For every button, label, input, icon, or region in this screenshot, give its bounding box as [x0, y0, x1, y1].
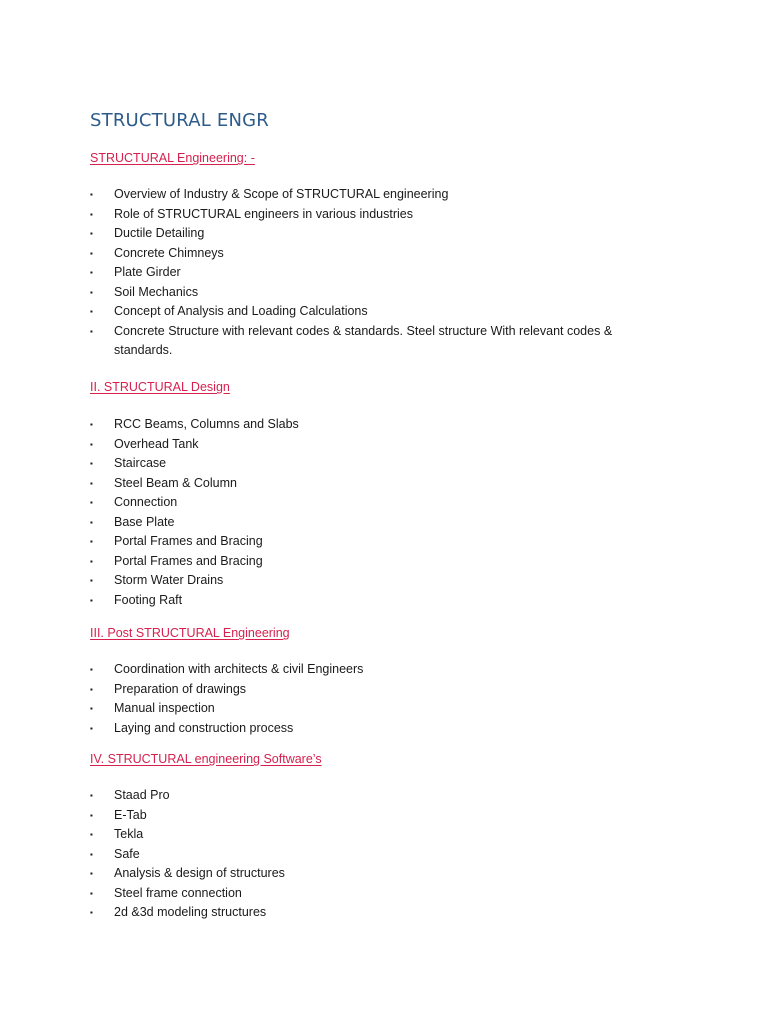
- square-bullet-icon: ▪: [90, 209, 93, 219]
- square-bullet-icon: ▪: [90, 684, 93, 694]
- square-bullet-icon: ▪: [90, 248, 93, 258]
- square-bullet-icon: ▪: [90, 190, 93, 199]
- square-bullet-icon: ▪: [90, 704, 93, 713]
- list-item: ▪ Base Plate: [90, 513, 650, 533]
- square-bullet-icon: ▪: [90, 537, 93, 546]
- list-item: ▪ Ductile Detailing: [90, 224, 650, 244]
- list-item: ▪ Role of STRUCTURAL engineers in various industries: [90, 205, 650, 225]
- square-bullet-icon: ▪: [90, 498, 93, 507]
- list-item: ▪ Concrete Chimneys: [90, 244, 650, 264]
- list-item: ▪ Staad Pro: [90, 786, 650, 806]
- section-list-structural-engineering: [90, 185, 650, 361]
- list-item: ▪ RCC Beams, Columns and Slabs: [90, 415, 650, 435]
- square-bullet-icon: ▪: [90, 849, 93, 859]
- document-title: STRUCTURAL ENGR: [90, 110, 269, 131]
- square-bullet-icon: ▪: [90, 869, 93, 878]
- list-item: ▪ Overview of Industry & Scope of STRUCTURAL engineering: [90, 185, 650, 205]
- list-item: ▪ Laying and construction process: [90, 719, 650, 739]
- square-bullet-icon: ▪: [90, 229, 93, 238]
- list-item: ▪ Concept of Analysis and Loading Calculations: [90, 302, 650, 322]
- section-heading-structural-design: II. STRUCTURAL Design: [90, 380, 230, 394]
- list-item: ▪ Analysis & design of structures: [90, 864, 650, 884]
- square-bullet-icon: ▪: [90, 326, 93, 336]
- list-item: ▪ Preparation of drawings: [90, 680, 650, 700]
- square-bullet-icon: ▪: [90, 556, 93, 566]
- list-item: ▪ Steel frame connection: [90, 884, 650, 904]
- list-item: ▪ Staircase: [90, 454, 650, 474]
- square-bullet-icon: ▪: [90, 459, 93, 468]
- square-bullet-icon: ▪: [90, 595, 93, 605]
- square-bullet-icon: ▪: [90, 888, 93, 898]
- square-bullet-icon: ▪: [90, 791, 93, 800]
- list-item: ▪ Coordination with architects & civil Engineers: [90, 660, 650, 680]
- section-list-post-structural-engineering: [90, 660, 650, 738]
- section-heading-post-structural-engineering: III. Post STRUCTURAL Engineering: [90, 626, 290, 640]
- list-item: ▪ Concrete Structure with relevant codes & standards. Steel structure With relevant codes & standards.: [90, 323, 613, 357]
- list-item: ▪ Overhead Tank: [90, 435, 650, 455]
- square-bullet-icon: ▪: [90, 439, 93, 449]
- section-list-structural-design: [90, 415, 650, 610]
- square-bullet-icon: ▪: [90, 576, 93, 585]
- list-item: ▪ Portal Frames and Bracing: [90, 552, 650, 572]
- list-item: ▪ Tekla: [90, 825, 650, 845]
- square-bullet-icon: ▪: [90, 287, 93, 297]
- square-bullet-icon: ▪: [90, 830, 93, 839]
- list-item: ▪ Connection: [90, 493, 650, 513]
- square-bullet-icon: ▪: [90, 665, 93, 674]
- square-bullet-icon: ▪: [90, 268, 93, 277]
- section-heading-structural-software: IV. STRUCTURAL engineering Software’s: [90, 752, 322, 766]
- square-bullet-icon: ▪: [90, 908, 93, 917]
- square-bullet-icon: ▪: [90, 810, 93, 820]
- section-heading-structural-engineering: STRUCTURAL Engineering: -: [90, 151, 255, 165]
- list-item: ▪ 2d &3d modeling structures: [90, 903, 650, 923]
- list-item: ▪ Storm Water Drains: [90, 571, 650, 591]
- list-item: ▪ Soil Mechanics: [90, 283, 650, 303]
- list-item: ▪ Manual inspection: [90, 699, 650, 719]
- square-bullet-icon: ▪: [90, 307, 93, 316]
- square-bullet-icon: ▪: [90, 517, 93, 527]
- square-bullet-icon: ▪: [90, 478, 93, 488]
- square-bullet-icon: ▪: [90, 420, 93, 429]
- list-item: ▪ Safe: [90, 845, 650, 865]
- list-item: ▪ E-Tab: [90, 806, 650, 826]
- square-bullet-icon: ▪: [90, 723, 93, 733]
- list-item: ▪ Portal Frames and Bracing: [90, 532, 650, 552]
- list-item: ▪ Steel Beam & Column: [90, 474, 650, 494]
- list-item: ▪ Footing Raft: [90, 591, 650, 611]
- list-item: ▪ Plate Girder: [90, 263, 650, 283]
- section-list-structural-software: [90, 786, 650, 923]
